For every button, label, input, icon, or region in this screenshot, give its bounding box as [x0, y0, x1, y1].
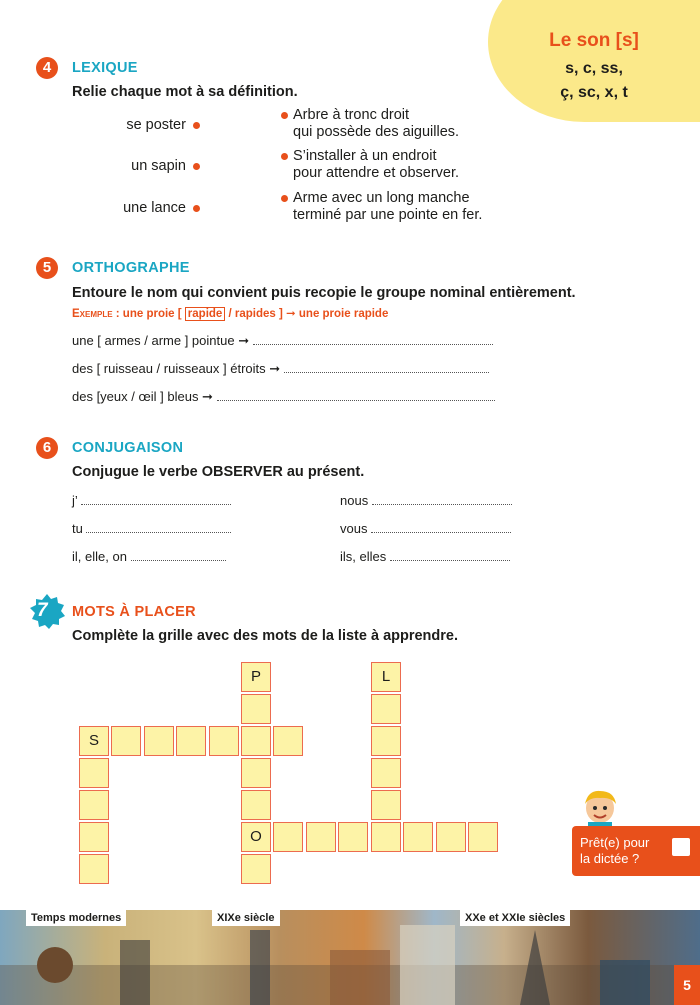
orthographe-item-3	[72, 389, 495, 405]
grid-cell[interactable]	[371, 726, 401, 756]
conjugaison-instruction: Conjugue le verbe OBSERVER au présent.	[72, 464, 365, 480]
grid-cell[interactable]	[371, 822, 401, 852]
grid-cell[interactable]	[241, 854, 271, 884]
ready-text-line1: Prêt(e) pour	[580, 835, 650, 850]
section-title-lexique: LEXIQUE	[72, 60, 138, 76]
section-title-orthographe: ORTHOGRAPHE	[72, 260, 190, 276]
link-dot-icon[interactable]	[281, 112, 288, 119]
link-dot-icon[interactable]	[281, 195, 288, 202]
topic-letters	[488, 57, 700, 105]
child-mascot-icon	[578, 788, 622, 830]
grid-cell[interactable]	[371, 790, 401, 820]
era-xixe-siecle: XIXe siècle	[212, 910, 280, 926]
pronoun: il, elle, on	[72, 549, 127, 564]
lexique-word-2[interactable]	[0, 158, 200, 174]
definition-line: qui possède des aiguilles.	[293, 124, 460, 140]
answer-line[interactable]	[372, 494, 512, 505]
grid-cell[interactable]	[436, 822, 466, 852]
answer-line[interactable]	[217, 390, 495, 401]
mots-instruction: Complète la grille avec des mots de la liste à apprendre.	[72, 628, 459, 644]
ready-text-line2: la dictée ?	[580, 851, 640, 866]
grid-cell[interactable]: S	[79, 726, 109, 756]
ready-for-dictation	[572, 826, 700, 876]
definition-line: Arbre à tronc droit	[293, 107, 410, 123]
answer-line[interactable]	[131, 550, 226, 561]
topic-letters-line1: s, c, ss,	[565, 60, 623, 77]
grid-cell[interactable]	[241, 758, 271, 788]
definition-line: S’installer à un endroit	[293, 148, 437, 164]
orthographe-item-1	[72, 333, 493, 349]
grid-cell[interactable]	[79, 822, 109, 852]
section-title-mots: MOTS À PLACER	[72, 604, 196, 620]
example-boxed-word: rapide	[185, 307, 226, 321]
answer-line[interactable]	[371, 522, 511, 533]
conj-row-vous	[340, 521, 511, 536]
definition-line: pour attendre et observer.	[293, 165, 460, 181]
lexique-definition-1[interactable]	[281, 107, 459, 141]
topic-title: Le son [s]	[549, 30, 639, 51]
grid-cell[interactable]	[273, 822, 303, 852]
link-dot-icon[interactable]	[193, 122, 200, 129]
grid-cell[interactable]	[468, 822, 498, 852]
example-before: : une proie [	[115, 308, 182, 320]
grid-cell[interactable]	[111, 726, 141, 756]
conj-row-nous	[340, 493, 512, 508]
conj-row-il	[72, 549, 226, 564]
grid-cell[interactable]	[209, 726, 239, 756]
grid-cell[interactable]	[371, 758, 401, 788]
word-label: une lance	[123, 200, 186, 216]
orthographe-item-2	[72, 361, 489, 377]
topic-bubble	[488, 0, 700, 122]
lexique-definition-3[interactable]	[281, 190, 482, 224]
grid-cell[interactable]	[241, 790, 271, 820]
grid-cell[interactable]: L	[371, 662, 401, 692]
word-label: un sapin	[131, 158, 186, 174]
orthographe-instruction: Entoure le nom qui convient puis recopie le groupe nominal entièrement.	[72, 285, 576, 301]
pronoun: vous	[340, 521, 368, 536]
pronoun: j’	[72, 493, 78, 508]
pronoun: tu	[72, 521, 83, 536]
definition-line: terminé par une pointe en fer.	[293, 207, 483, 223]
orthographe-example	[72, 306, 388, 320]
link-dot-icon[interactable]	[193, 205, 200, 212]
section-number-7: 7	[37, 600, 48, 621]
arrow-icon: ➞	[286, 308, 296, 320]
grid-cell[interactable]: P	[241, 662, 271, 692]
answer-line[interactable]	[390, 550, 510, 561]
answer-line[interactable]	[253, 334, 493, 345]
lexique-definition-2[interactable]	[281, 148, 459, 182]
definition-line: Arme avec un long manche	[293, 190, 470, 206]
link-dot-icon[interactable]	[193, 163, 200, 170]
topic-letters-line2: ç, sc, x, t	[560, 84, 628, 101]
ready-text	[580, 835, 649, 867]
era-temps-modernes: Temps modernes	[26, 910, 126, 926]
conj-row-ils	[340, 549, 510, 564]
grid-cell[interactable]	[144, 726, 174, 756]
lexique-instruction: Relie chaque mot à sa définition.	[72, 84, 298, 100]
era-xxe-xxie-siecles: XXe et XXIe siècles	[460, 910, 570, 926]
answer-line[interactable]	[284, 362, 489, 373]
grid-cell[interactable]	[79, 854, 109, 884]
grid-cell[interactable]	[273, 726, 303, 756]
item-text: une [ armes / arme ] pointue ➞	[72, 333, 250, 348]
grid-cell[interactable]	[79, 790, 109, 820]
section-number-6: 6	[36, 437, 58, 459]
grid-cell[interactable]: O	[241, 822, 271, 852]
timeline-banner	[0, 910, 700, 1005]
pronoun: ils, elles	[340, 549, 387, 564]
grid-cell[interactable]	[403, 822, 433, 852]
example-label: Exemple	[72, 308, 113, 320]
ready-checkbox[interactable]	[672, 838, 690, 856]
link-dot-icon[interactable]	[281, 153, 288, 160]
grid-cell[interactable]	[176, 726, 206, 756]
lexique-word-3[interactable]	[0, 200, 200, 216]
section-title-conjugaison: CONJUGAISON	[72, 440, 184, 456]
example-answer: une proie rapide	[298, 308, 389, 320]
grid-cell[interactable]	[79, 758, 109, 788]
grid-cell[interactable]	[371, 694, 401, 724]
answer-line[interactable]	[81, 494, 231, 505]
grid-cell[interactable]	[241, 694, 271, 724]
pronoun: nous	[340, 493, 369, 508]
conj-row-tu	[72, 521, 231, 536]
page-number: 5	[674, 965, 700, 1005]
grid-cell[interactable]	[306, 822, 336, 852]
word-label: se poster	[126, 117, 186, 133]
lexique-word-1[interactable]	[0, 117, 200, 133]
item-text: des [ ruisseau / ruisseaux ] étroits ➞	[72, 361, 281, 376]
conj-row-je	[72, 493, 231, 508]
section-number-5: 5	[36, 257, 58, 279]
grid-cell[interactable]	[241, 726, 271, 756]
section-number-4: 4	[36, 57, 58, 79]
answer-line[interactable]	[86, 522, 231, 533]
grid-cell[interactable]	[338, 822, 368, 852]
example-after: / rapides ]	[228, 308, 283, 320]
item-text: des [yeux / œil ] bleus ➞	[72, 389, 213, 404]
